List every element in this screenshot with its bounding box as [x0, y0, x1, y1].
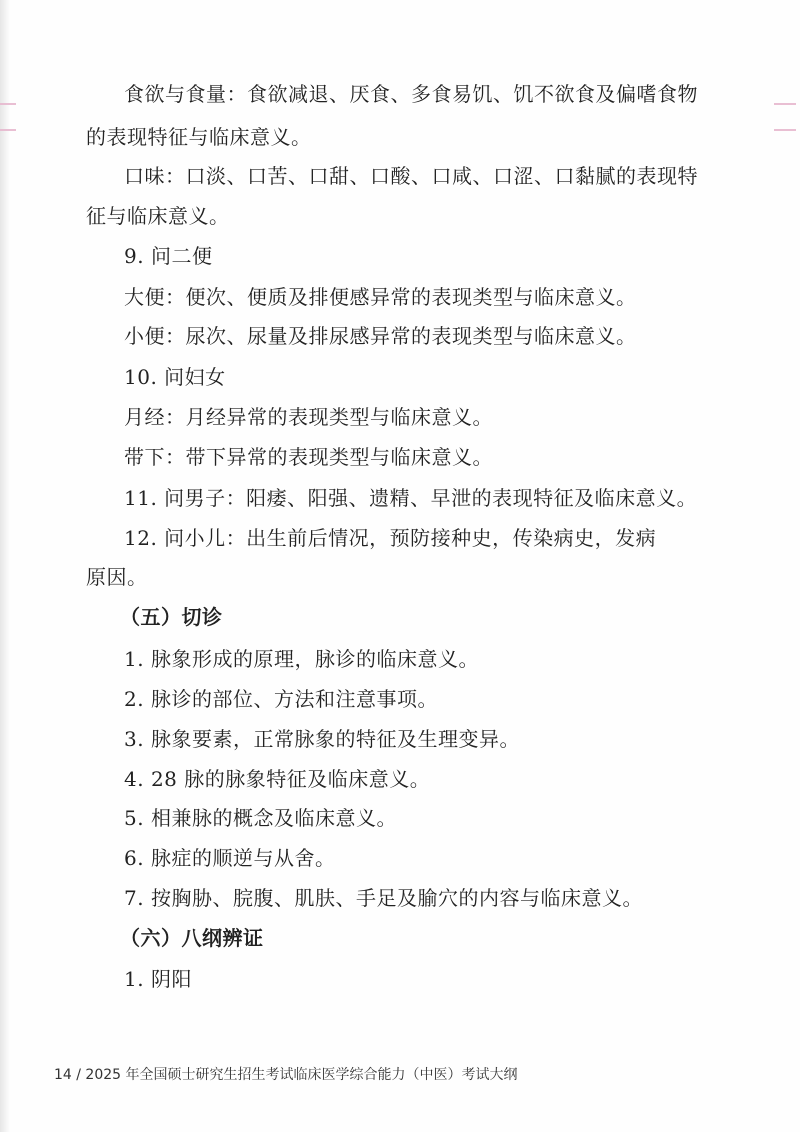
page-edge-shadow: [0, 0, 10, 1132]
section-six-title: （六）八纲辨证: [120, 926, 264, 950]
item-11-men: 11. 问男子：阳痿、阳强、遗精、早泄的表现特征及临床意义。: [124, 486, 698, 510]
pulse-item-6: 6. 脉症的顺逆与从舍。: [124, 846, 336, 870]
item-12-children-line-1: 12. 问小儿：出生前后情况，预防接种史，传染病史，发病: [124, 526, 657, 550]
paragraph-taste-line-2: 征与临床意义。: [86, 204, 230, 228]
binding-mark-left: [0, 103, 16, 131]
pulse-item-2: 2. 脉诊的部位、方法和注意事项。: [124, 687, 438, 711]
paragraph-stool: 大便：便次、便质及排便感异常的表现类型与临床意义。: [124, 285, 637, 309]
item-12-children-line-2: 原因。: [86, 565, 148, 589]
paragraph-menstruation: 月经：月经异常的表现类型与临床意义。: [124, 405, 493, 429]
item-10-title: 10. 问妇女: [124, 365, 226, 389]
pulse-item-5: 5. 相兼脉的概念及临床意义。: [124, 806, 397, 830]
binding-mark-right: [774, 103, 796, 131]
paragraph-appetite-line-1: 食欲与食量：食欲减退、厌食、多食易饥、饥不欲食及偏嗜食物: [124, 82, 698, 106]
paragraph-appetite-line-2: 的表现特征与临床意义。: [86, 125, 312, 149]
paragraph-taste-line-1: 口味：口淡、口苦、口甜、口酸、口咸、口涩、口黏腻的表现特: [124, 164, 698, 188]
page-footer: 14 / 2025 年全国硕士研究生招生考试临床医学综合能力（中医）考试大纲: [54, 1067, 518, 1083]
paragraph-urine: 小便：尿次、尿量及排尿感异常的表现类型与临床意义。: [124, 324, 637, 348]
pulse-item-7: 7. 按胸胁、脘腹、肌肤、手足及腧穴的内容与临床意义。: [124, 886, 643, 910]
paragraph-leukorrhea: 带下：带下异常的表现类型与临床意义。: [124, 445, 493, 469]
item-9-title: 9. 问二便: [124, 244, 213, 268]
pulse-item-4: 4. 28 脉的脉象特征及临床意义。: [124, 767, 431, 791]
section-five-title: （五）切诊: [120, 605, 223, 629]
pulse-item-3: 3. 脉象要素，正常脉象的特征及生理变异。: [124, 727, 520, 751]
pulse-item-1: 1. 脉象形成的原理，脉诊的临床意义。: [124, 647, 479, 671]
eight-principles-item-1: 1. 阴阳: [124, 967, 192, 991]
